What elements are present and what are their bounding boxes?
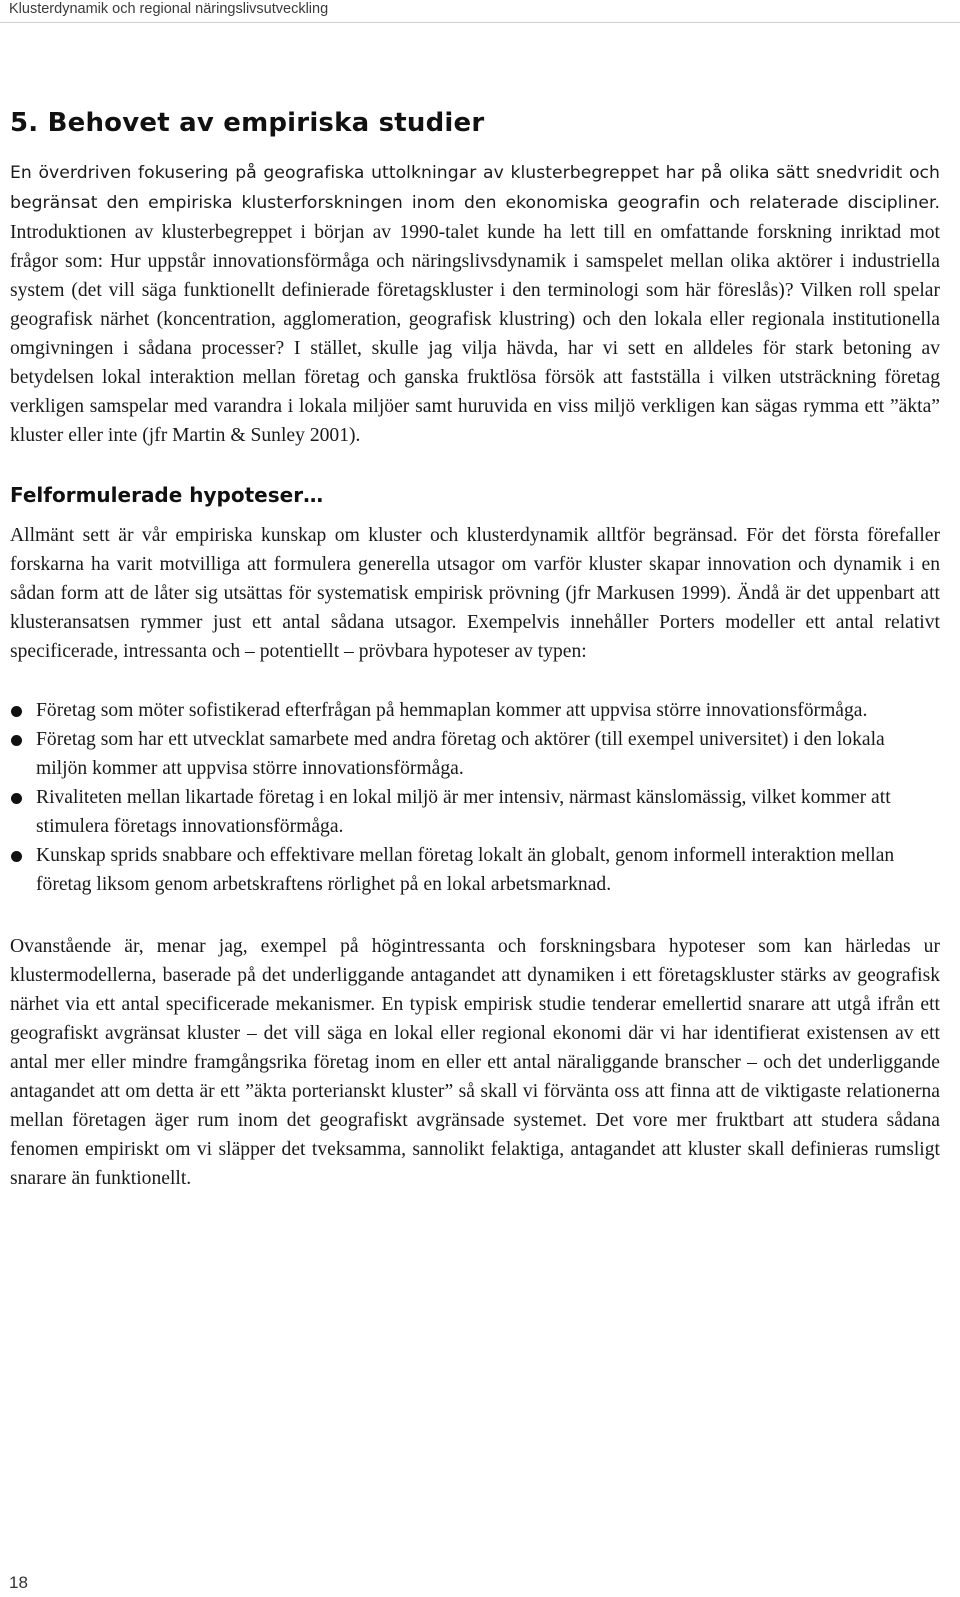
intro-serif-text: Introduktionen av klusterbegreppet i början av 1990-talet kunde ha lett till en omfattande forskning inriktad mot frågor som: Hur uppstår innovationsförmåga och näringslivsdynamik i samspelet mellan olika aktörer i industriella system (det vill säga funktionellt definierade företagskluster i den terminologi som här föreslås)? Vilken roll spelar geografisk närhet (koncentration, agglomeration, geografisk klustring) och den lokala eller regionala institutionella omgivningen i sådana processer? I stället, skulle jag vilja hävda, har vi sett en alldeles för stark betoning av betydelsen lokal interaktion mellan företag och ganska fruktlösa försök att fastställa i vilken utsträckning företag verkligen samspelar med varandra i lokala miljöer samt huruvida en viss miljö verkligen kan sägas rymma ett ”äkta” kluster eller inte (jfr Martin & Sunley 2001). (10, 222, 940, 446)
closing-paragraph: Ovanstående är, menar jag, exempel på högintressanta och forskningsbara hypoteser som kan härledas ur klustermodellerna, baserade på det underliggande antagandet att dynamiken i ett företagskluster stärks av geografisk närhet via ett antal specificerade mekanismer. En typisk empirisk studie tenderar emellertid snarare att utgå ifrån ett geografiskt avgränsat kluster – det vill säga en lokal eller regional ekonomi där vi har identifierat existensen av ett antal mer eller mindre framgångsrika företag inom en eller ett antal näraliggande branscher – och det underliggande antagandet att om detta är ett ”äkta porterianskt kluster” så skall vi förvänta oss att finna att de viktigaste relationerna mellan företagen äger rum inom det geografiskt avgränsade systemet. Det vore mer fruktbart att studera sådana fenomen empiriskt om vi släpper det tveksamma, sannolikt felaktiga, antagandet att kluster skall definieras rumsligt snarare än funktionellt. (10, 936, 940, 1189)
list-item (10, 725, 940, 783)
subsection-paragraph: Allmänt sett är vår empiriska kunskap om kluster och klusterdynamik alltför begränsad. För det första förefaller forskarna ha varit motvilliga att formulera generella utsagor om varför kluster skapar innovation och dynamik i en sådan form att de låter sig utsättas för systematisk empirisk prövning (jfr Markusen 1999). Ändå är det uppenbart att klusteransatsen rymmer just ett antal sådana utsagor. Exempelvis innehåller Porters modeller ett antal relativt specificerade, intressanta och – potentiellt – prövbara hypoteser av typen: (10, 525, 940, 662)
bullet-icon (11, 793, 22, 804)
page-content (10, 108, 940, 1193)
page-number: 18 (9, 1573, 28, 1592)
header-divider (0, 22, 960, 23)
list-item-text: Kunskap sprids snabbare och effektivare mellan företag lokalt än globalt, genom informell interaktion mellan företag liksom genom arbetskraftens rörlighet på en lokal arbetsmarknad. (36, 845, 895, 895)
subsection-title: Felformulerade hypoteser… (10, 483, 324, 507)
bullet-icon (11, 706, 22, 717)
list-item (10, 783, 940, 841)
bullet-icon (11, 851, 22, 862)
section-title: 5. Behovet av empiriska studier (10, 108, 485, 138)
running-header: Klusterdynamik och regional näringslivsutveckling (9, 1, 329, 17)
list-item-text: Rivaliteten mellan likartade företag i en lokal miljö är mer intensiv, närmast känslomässig, vilket kommer att stimulera företags innovationsförmåga. (36, 787, 891, 837)
list-item-text: Företag som har ett utvecklat samarbete med andra företag och aktörer (till exempel universitet) i den lokala miljön kommer att uppvisa större innovationsförmåga. (36, 729, 885, 779)
bullet-icon (11, 735, 22, 746)
spacer (10, 899, 940, 932)
intro-sans-text: En överdriven fokusering på geografiska uttolkningar av klusterbegreppet har på olika sätt snedvridit och begränsat den empiriska klusterforskningen inom den ekonomiska geografin och relaterade discipliner. (10, 163, 940, 213)
list-item (10, 841, 940, 899)
list-item (10, 696, 940, 725)
hypotheses-list (10, 696, 940, 899)
list-item-text: Företag som möter sofistikerad efterfrågan på hemmaplan kommer att uppvisa större innovationsförmåga. (36, 700, 868, 721)
intro-paragraph (10, 158, 940, 450)
